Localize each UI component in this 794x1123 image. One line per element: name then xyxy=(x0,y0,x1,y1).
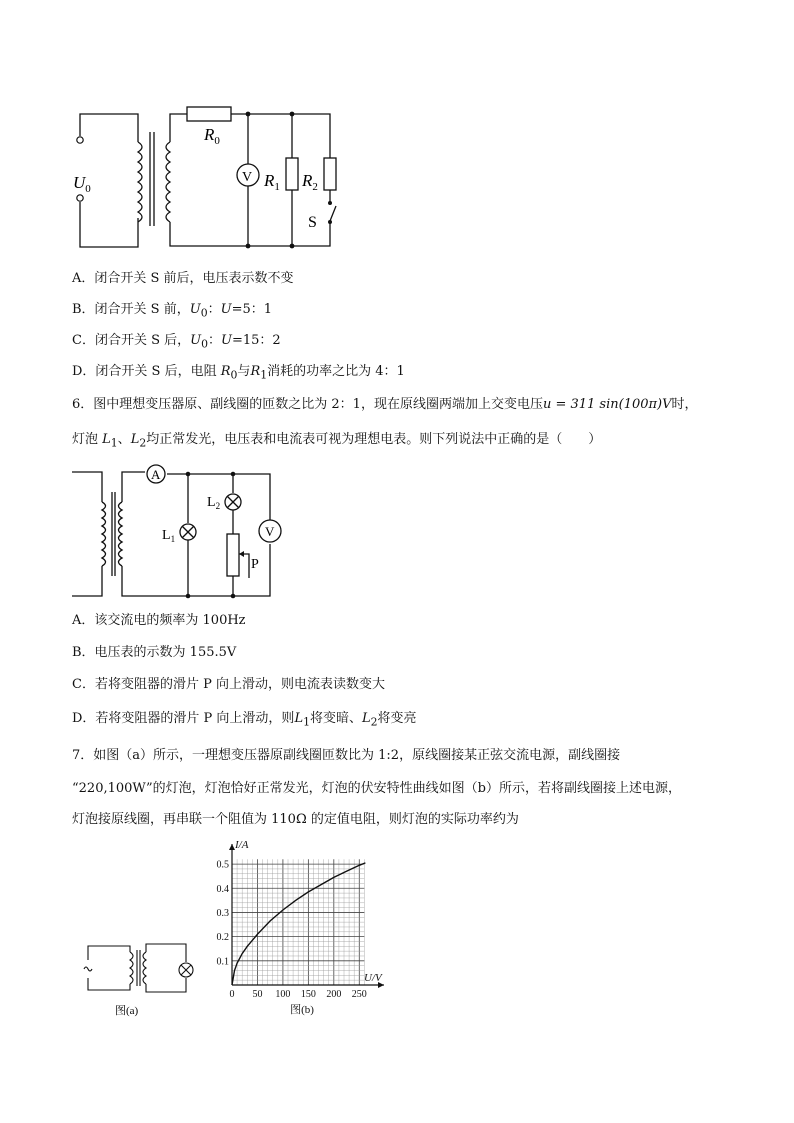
iv-curve xyxy=(232,863,365,985)
x-tick-label: 100 xyxy=(275,989,291,1000)
q6-option-a: A．该交流电的频率为 100Hz xyxy=(72,613,246,628)
fig-b-caption: 图(b) xyxy=(290,1004,314,1016)
x-tick-label: 50 xyxy=(252,989,263,1000)
r2-label: $R_2$ xyxy=(302,171,318,193)
q6-option-c: C．若将变阻器的滑片 P 向上滑动，则电流表读数变大 xyxy=(72,677,385,692)
fig-a-caption: 图(a) xyxy=(115,1005,139,1017)
y-tick-label: 0.5 xyxy=(216,859,229,871)
x-tick-label: 200 xyxy=(326,989,342,1000)
q7-stem-line1: 7．如图（a）所示，一理想变压器原副线圈匝数比为 1:2，原线圈接某正弦交流电源，副线圈接 xyxy=(72,748,621,763)
y-axis-label: I/A xyxy=(235,839,249,851)
voltmeter-label: V xyxy=(265,524,275,539)
x-tick-label: 250 xyxy=(351,989,367,1000)
q5-option-c: C．闭合开关 S 后，$U_0$：U=15：2 xyxy=(72,333,281,351)
q5-circuit-diagram xyxy=(70,100,350,255)
u0-label: $U_0$ xyxy=(73,173,91,195)
voltmeter-label: V xyxy=(242,170,253,185)
x-axis-label: U/V xyxy=(364,972,382,984)
q6-circuit-diagram xyxy=(70,462,300,602)
q5-option-d: D．闭合开关 S 后，电阻 $R_0$与$R_1$消耗的功率之比为 4：1 xyxy=(72,364,405,382)
y-tick-label: 0.3 xyxy=(216,907,229,919)
q7-stem-line3: 灯泡接原线圈，再串联一个阻值为 110Ω 的定值电阻，则灯泡的实际功率约为 xyxy=(72,812,519,827)
q6-stem-line1: 6．图中理想变压器原、副线圈的匝数之比为 2：1，现在原线圈两端加上交变电压u = 311 sin(100π)V时， xyxy=(72,397,698,412)
q7-iv-chart xyxy=(212,840,392,1020)
q7-figure-a xyxy=(82,938,202,1018)
switch-label: S xyxy=(308,214,317,231)
y-tick-label: 0.2 xyxy=(216,932,229,944)
lamp1-label: $L_1$ xyxy=(162,528,176,544)
y-tick-label: 0.4 xyxy=(216,883,229,895)
q5-option-a: A．闭合开关 S 前后，电压表示数不变 xyxy=(72,271,294,286)
x-tick-label: 0 xyxy=(229,989,235,1000)
y-tick-label: 0.1 xyxy=(216,956,229,968)
r0-label: $R_0$ xyxy=(204,125,220,147)
r1-label: $R_1$ xyxy=(264,171,280,193)
q7-stem-line2: “220,100W”的灯泡，灯泡恰好正常发光，灯泡的伏安特性曲线如图（b）所示，若将副线圈接上述电源， xyxy=(72,781,681,796)
x-tick-label: 150 xyxy=(300,989,316,1000)
q6-option-b: B．电压表的示数为 155.5V xyxy=(72,645,237,660)
q6-option-d: D．若将变阻器的滑片 P 向上滑动，则$L_1$将变暗、$L_2$将变亮 xyxy=(72,711,417,729)
ammeter-label: A xyxy=(151,467,161,482)
q6-stem-line2: 灯泡 $L_1$、$L_2$均正常发光，电压表和电流表可视为理想电表。则下列说法中正确的是（ ） xyxy=(72,432,602,450)
q5-option-b: B．闭合开关 S 前，$U_0$：U=5：1 xyxy=(72,302,273,320)
slider-label: P xyxy=(251,557,259,572)
lamp2-label: $L_2$ xyxy=(207,495,221,511)
